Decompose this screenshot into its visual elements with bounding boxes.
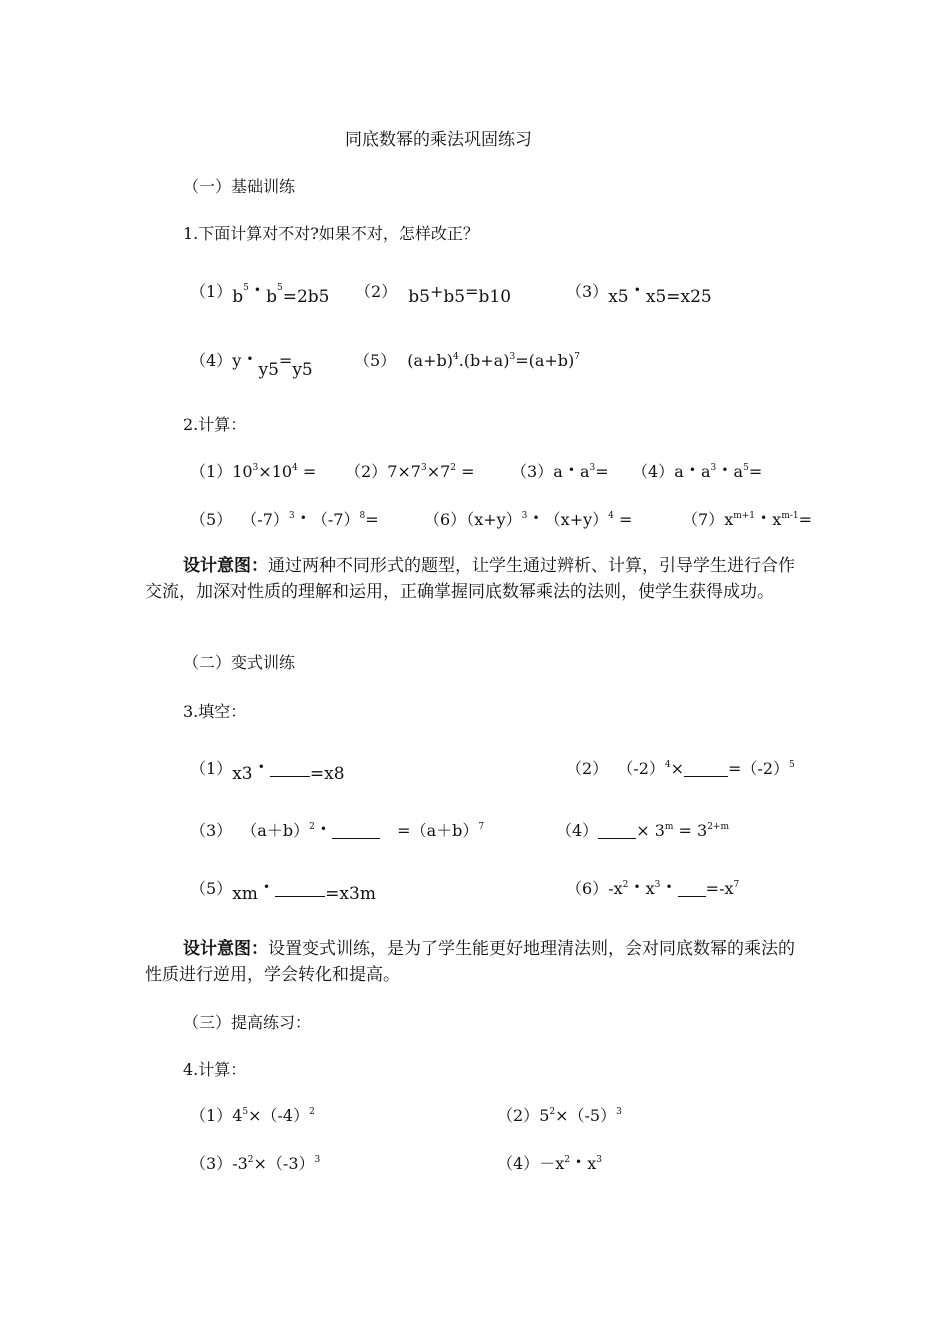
q2-item-2: $(2)7\times 7^3\times 7^2$ =	[345, 462, 475, 481]
dot-operator: •	[760, 511, 768, 525]
blank-line	[678, 881, 706, 897]
q3-item-4: $(4) \times 3^m = 3^{2+m}$	[556, 821, 729, 840]
q1-item-5: （5） $(a+b)^4.(b+a)^3=(a+b)^7$	[354, 351, 580, 370]
q4-item-4: $(4)-x^2$ • $x^3$	[497, 1154, 602, 1173]
dot-operator: •	[633, 283, 641, 297]
question-2-prompt: 2.计算：	[183, 415, 247, 434]
q3-item-1: （1）x3 • =x8	[190, 759, 345, 784]
q2-item-1: $(1)10^3\times 10^4$ =	[190, 462, 317, 481]
section-heading-basic: （一）基础训练	[183, 177, 296, 196]
dot-operator: •	[246, 352, 254, 366]
q4-item-3: $(3)-3^2\times(-3)^3$	[190, 1154, 321, 1173]
q2-item-3: （3）a • $a^3=$	[511, 462, 609, 481]
dot-operator: •	[721, 463, 729, 477]
blank-line	[684, 761, 728, 777]
q1-item-1: $(1)b^5$ • $b^5=2b5$	[190, 282, 330, 307]
dot-operator: •	[633, 880, 641, 894]
q3-item-6: $(6)-x^2$ • $x^3$ • $=-x^7$	[566, 879, 740, 898]
blank-line	[270, 761, 310, 777]
q1-item-4: （4）y • y5=y5	[190, 351, 313, 380]
section-heading-advanced: （三）提高练习：	[183, 1013, 312, 1032]
dot-operator: •	[665, 880, 673, 894]
dot-operator: •	[319, 822, 327, 836]
dot-operator: •	[567, 463, 575, 477]
section-heading-variant: （二）变式训练	[183, 653, 296, 672]
blank-line	[275, 881, 325, 897]
dot-operator: •	[688, 463, 696, 477]
q1-item-3: （3）x5 • x5=x25	[566, 282, 712, 307]
dot-operator: •	[575, 1155, 583, 1169]
blank-line	[598, 823, 636, 839]
dot-operator: •	[257, 760, 265, 774]
question-3-prompt: 3.填空：	[183, 702, 247, 721]
blank-line	[332, 823, 380, 839]
dot-operator: •	[299, 511, 307, 525]
design-intent-2: 设计意图：设置变式训练，是为了学生能更好地理清法则，会对同底数幂的乘法的性质进行逆用，学会转化和提高。	[145, 939, 795, 985]
q4-item-1: $(1)4^5\times(-4)^2$	[190, 1106, 315, 1125]
q4-item-2: $(2)5^2\times(-5)^3$	[497, 1106, 622, 1125]
q2-item-4: （4）a • $a^3$ • $a^5=$	[632, 462, 763, 481]
q3-item-5: （5）xm • =x3m	[190, 879, 376, 904]
q1-item-2: （2） b5+b5=b10	[355, 282, 512, 307]
page-title: 同底数幂的乘法巩固练习	[345, 130, 532, 150]
dot-operator: •	[263, 880, 271, 894]
dot-operator: •	[532, 511, 540, 525]
design-intent-1: 设计意图：通过两种不同形式的题型，让学生通过辨析、计算，引导学生进行合作交流，加深对性质的理解和运用，正确掌握同底数幂乘法的法则，使学生获得成功。	[145, 556, 795, 602]
q3-item-3: （3） $(a+b)^2$ • $=(a+b)^7$	[190, 821, 485, 840]
question-4-prompt: 4.计算：	[183, 1060, 247, 1079]
question-1-prompt: 1.下面计算对不对?如果不对，怎样改正？	[183, 224, 479, 243]
q2-item-5: （5） $(-7)^3$ • $(-7)^8=$	[190, 510, 379, 529]
q2-item-7: $(7)x^{m+1}$ • $x^{m-1}=$	[682, 510, 813, 529]
q2-item-6: $(6)(x+y)^3$ • $(x+y)^4$ =	[424, 510, 633, 529]
q3-item-2: （2） $(-2)^4\times =(-2)^5$	[566, 759, 795, 778]
dot-operator: •	[253, 283, 261, 297]
